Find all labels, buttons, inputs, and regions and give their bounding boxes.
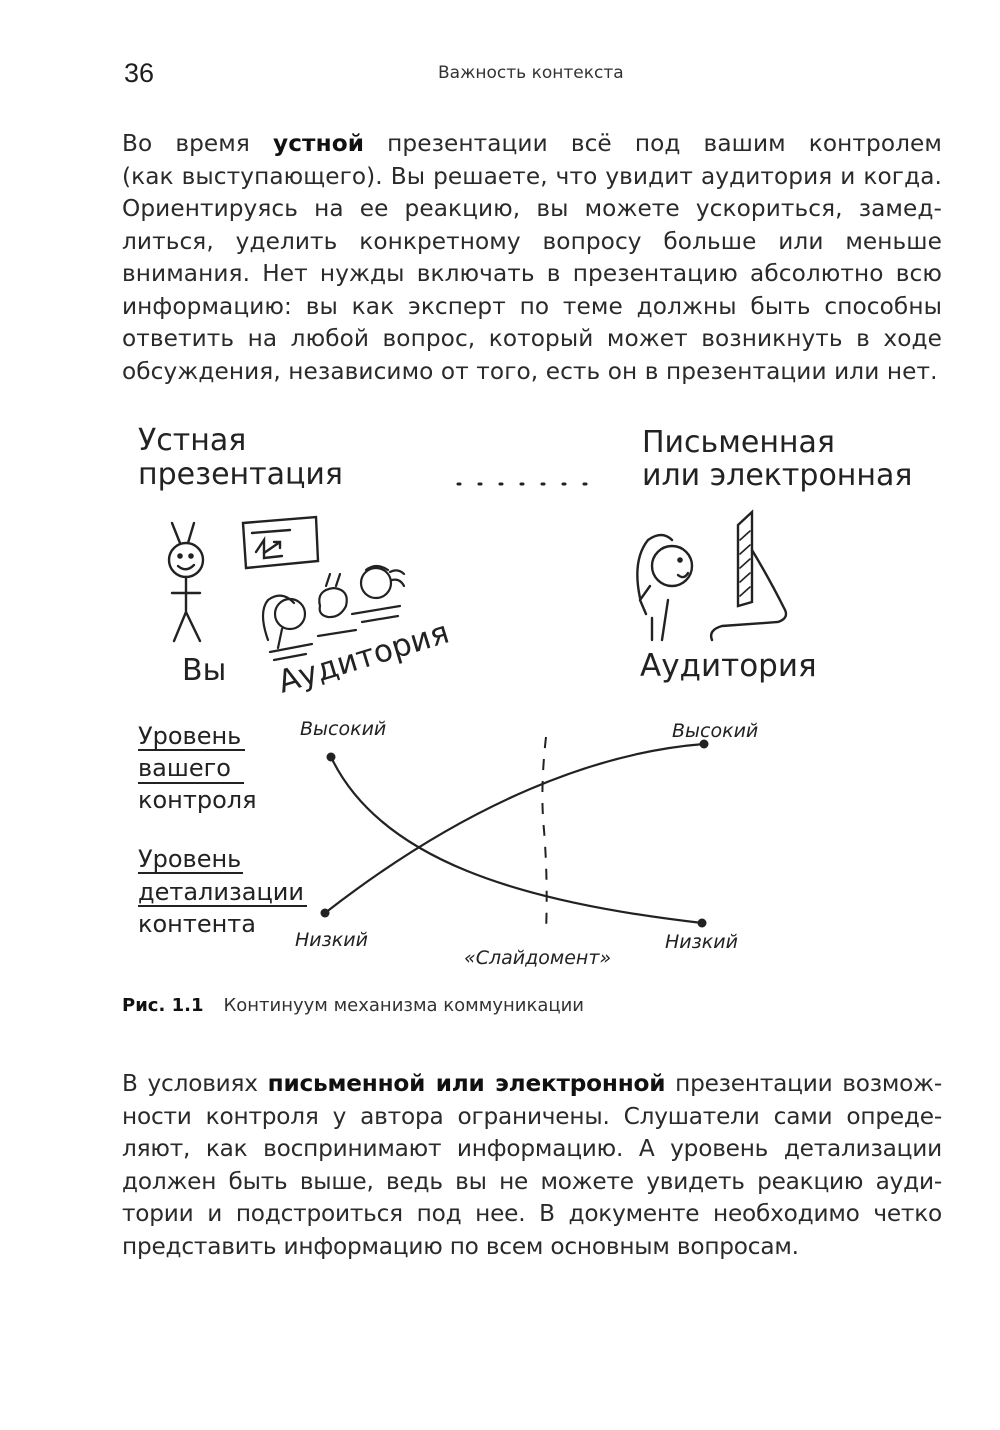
paragraph-written-presentation [122, 1068, 942, 1263]
detail-label-line3: контента [138, 910, 256, 938]
audience-right-label: Аудитория [640, 648, 817, 684]
emphasis-written: письменной или электронной [267, 1070, 666, 1097]
text-line: информацию: вы как эксперт по теме должны быть способны [122, 292, 942, 320]
presenter-figure [169, 523, 203, 641]
text-line: ляют, как воспринимают информацию. А уровень детализации [122, 1135, 942, 1162]
presentation-board [243, 517, 318, 568]
high-left-label: Высокий [300, 718, 387, 740]
text-line: внимания. Нет нужды включать в презентацию абсолютно всю [122, 260, 942, 287]
low-right-label: Низкий [665, 931, 738, 953]
control-curve [331, 757, 702, 923]
caption-text: Континуум механизма коммуникации [223, 995, 585, 1016]
text-line: (как выступающего). Вы решаете, что увидит аудитория и когда. [122, 162, 942, 190]
slidedoc-label: «Слайдомент» [464, 947, 612, 969]
text-line: ответить на любой вопрос, который может возникнуть в ходе [122, 325, 942, 352]
slidedoc-divider [542, 737, 546, 932]
text-line: ности контроля у автора ограничены. Слушатели сами опреде- [122, 1102, 942, 1130]
text-line: обсуждения, независимо от того, есть он в презентации или нет. [122, 357, 938, 385]
text-line: тории и подстроиться под нее. В документе необходимо четко [122, 1200, 942, 1227]
communication-continuum-figure [0, 400, 1000, 980]
control-label-line2: вашего [138, 754, 231, 782]
right-title-line1: Письменная [642, 425, 835, 460]
page-number: 36 [124, 58, 155, 88]
text-line: Во время устной презентации всё под вашим контролем [122, 130, 942, 157]
reader-figure [637, 535, 692, 640]
audience-left-label: Аудитория [273, 614, 454, 701]
control-label-line3: контроля [138, 786, 257, 814]
text-line: литься, уделить конкретному вопросу больше или меньше [122, 227, 942, 255]
document-stand [711, 512, 786, 640]
you-label: Вы [182, 653, 227, 688]
text-line: В условиях письменной или электронной презентации возмож- [122, 1070, 942, 1097]
low-left-label: Низкий [295, 929, 368, 951]
text-line: Ориентируясь на ее реакцию, вы можете ускориться, замед- [122, 195, 942, 222]
high-right-label: Высокий [672, 720, 759, 742]
text-line: должен быть выше, ведь вы не можете увидеть реакцию ауди- [122, 1167, 942, 1195]
running-title: Важность контекста [438, 63, 624, 83]
detail-label-line2: детализации [138, 878, 304, 906]
detail-label-line1: Уровень [138, 845, 242, 873]
emphasis-oral: устной [272, 130, 365, 157]
low-left-point [321, 909, 330, 918]
left-title-line1: Устная [138, 423, 247, 458]
text-line: представить информацию по всем основным вопросам. [122, 1232, 799, 1260]
control-label-line1: Уровень [138, 722, 242, 750]
high-left-point [327, 753, 336, 762]
figure-number: Рис. 1.1 [122, 995, 204, 1016]
low-right-point [698, 919, 707, 928]
figure-caption [122, 995, 584, 1016]
left-title-line2: презентация [138, 457, 343, 492]
right-title-line2: или электронная [642, 458, 913, 493]
paragraph-oral-presentation [122, 128, 942, 388]
